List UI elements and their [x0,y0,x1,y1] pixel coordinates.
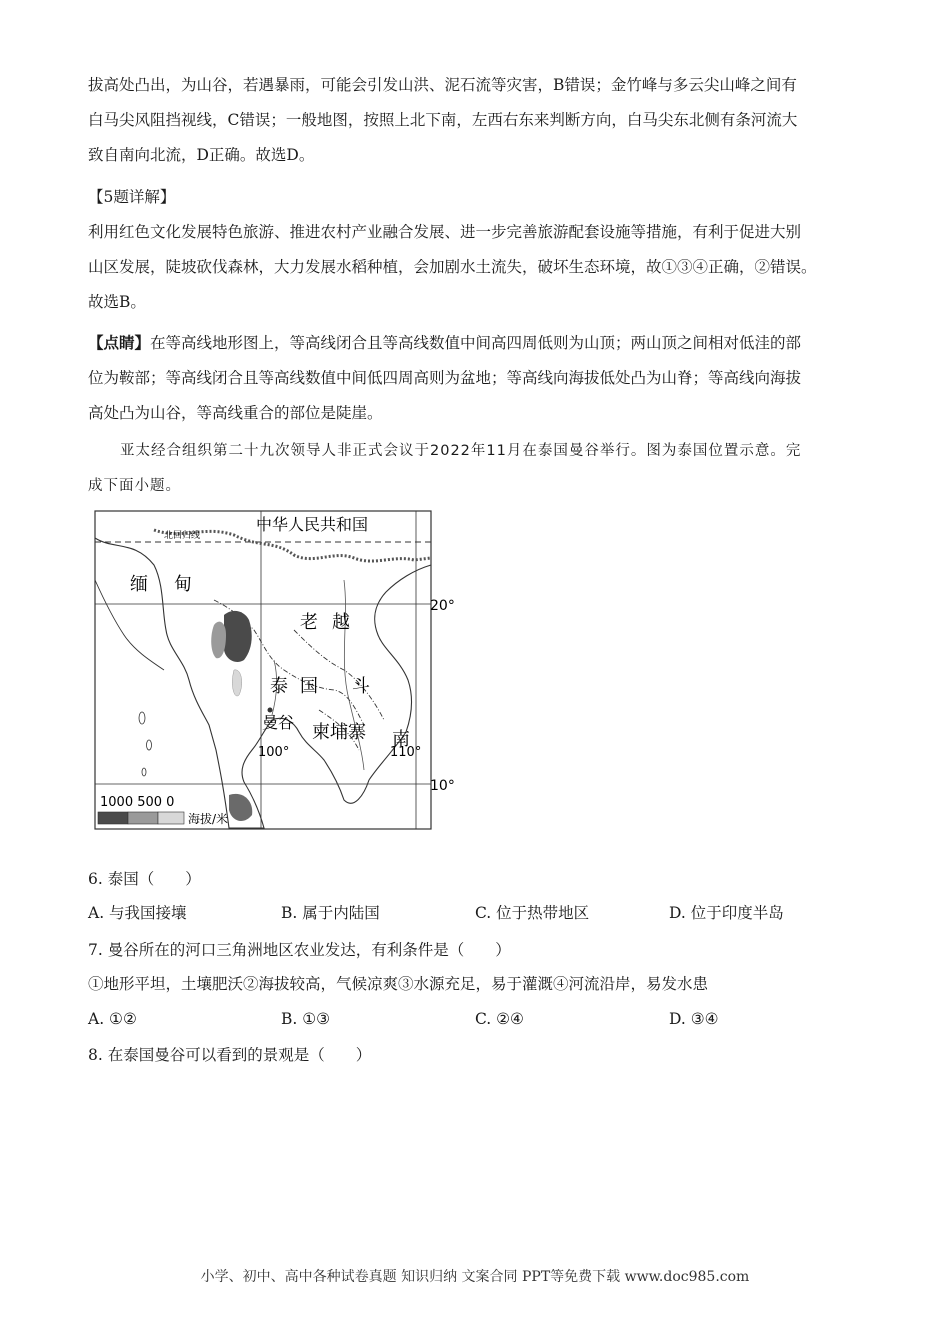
label-lon-110: 110° [390,745,422,760]
label-vietnam-2: 南 [392,729,410,750]
label-lat-10: 10° [430,778,455,794]
option-d[interactable]: D. 位于印度半岛 [669,904,784,922]
text-line: 成下面小题。 [88,478,181,494]
question-6-options [88,898,868,928]
explain5-block [88,180,868,320]
explain4-continuation [88,68,868,173]
text-line: 致自南向北流，D正确。故选D。 [88,146,315,164]
option-d[interactable]: D. ③④ [669,1010,719,1028]
text-line: 在等高线地形图上，等高线闭合且等高线数值中间高四周低则为山顶；两山顶之间相对低洼的部 [150,334,802,352]
low-elevation-area [232,670,241,696]
label-laos: 老 [300,612,318,633]
legend-unit: 海拔/米 [188,812,229,826]
question-stem [88,434,868,504]
island [139,712,145,724]
question-6: 6. 泰国（ ） [88,870,201,888]
tip-block [88,325,868,431]
page-footer[interactable]: 小学、初中、高中各种试卷真题 知识归纳 文案合同 PPT等免费下载 www.doc985.com [200,1269,750,1285]
legend-high [98,812,128,824]
label-vietnam-1: 越 [332,612,350,633]
tip-label: 【点睛】 [88,333,151,352]
label-myanmar-1: 缅 [130,574,148,595]
label-china: 中华人民共和国 [256,515,369,534]
question-7: 7. 曼谷所在的河口三角洲地区农业发达，有利条件是（ ） [88,941,511,959]
text-line: 白马尖风阻挡视线，C错误；一般地图，按照上北下南，左西右东来判断方向，白马尖东北侧有条河流大 [88,111,798,129]
label-cambodia: 柬埔寨 [312,722,366,743]
legend-mid [128,812,158,824]
text-line: 亚太经合组织第二十九次领导人非正式会议于2022年11月在泰国曼谷举行。图为泰国位置示意。完 [120,443,802,459]
thailand-location-map [94,510,466,832]
option-b[interactable]: B. 属于内陆国 [281,904,380,922]
map-frame [95,511,431,829]
question-7-options [88,1004,868,1034]
label-laos-2: 斗 [352,676,370,697]
island [147,740,152,750]
label-tropic: 北回归线 [164,531,201,541]
text-line: 高处凸为山谷，等高线重合的部位是陡崖。 [88,404,383,422]
label-thailand-2: 国 [300,676,318,697]
text-line: 拔高处凸出，为山谷，若遇暴雨，可能会引发山洪、泥石流等灾害，B错误；金竹峰与多云尖山峰之间有 [88,76,797,94]
bangkok-marker [268,708,273,713]
option-a[interactable]: A. 与我国接壤 [88,904,187,922]
text-line: 位为鞍部；等高线闭合且等高线数值中间低四周高则为盆地；等高线向海拔低处凸为山脊；等高线向海拔 [88,369,802,387]
label-lat-20: 20° [430,598,455,614]
option-c[interactable]: C. ②④ [475,1010,524,1028]
label-lon-100: 100° [258,745,290,760]
label-myanmar-2: 甸 [174,574,192,595]
text-line: 故选B。 [88,293,146,311]
question-8: 8. 在泰国曼谷可以看到的景观是（ ） [88,1046,372,1064]
label-thailand-1: 泰 [270,676,288,697]
option-c[interactable]: C. 位于热带地区 [475,904,590,922]
question-7-conditions: ①地形平坦，土壤肥沃②海拔较高，气候凉爽③水源充足，易于灌溉④河流沿岸，易发水患 [88,975,709,993]
island [142,768,146,776]
label-bangkok: 曼谷 [262,713,295,732]
highland-area [224,611,252,662]
text-line: 利用红色文化发展特色旅游、推进农村产业融合发展、进一步完善旅游配套设施等措施，有利于促进大别 [88,223,802,241]
explain5-heading: 【5题详解】 [88,188,176,206]
option-b[interactable]: B. ①③ [281,1010,331,1028]
option-a[interactable]: A. ①② [88,1010,137,1028]
legend-values: 1000 500 0 [100,795,175,810]
text-line: 山区发展，陡坡砍伐森林，大力发展水稻种植，会加剧水土流失，破坏生态环境，故①③④正确，②错误。 [88,258,817,276]
legend-low [158,812,184,824]
